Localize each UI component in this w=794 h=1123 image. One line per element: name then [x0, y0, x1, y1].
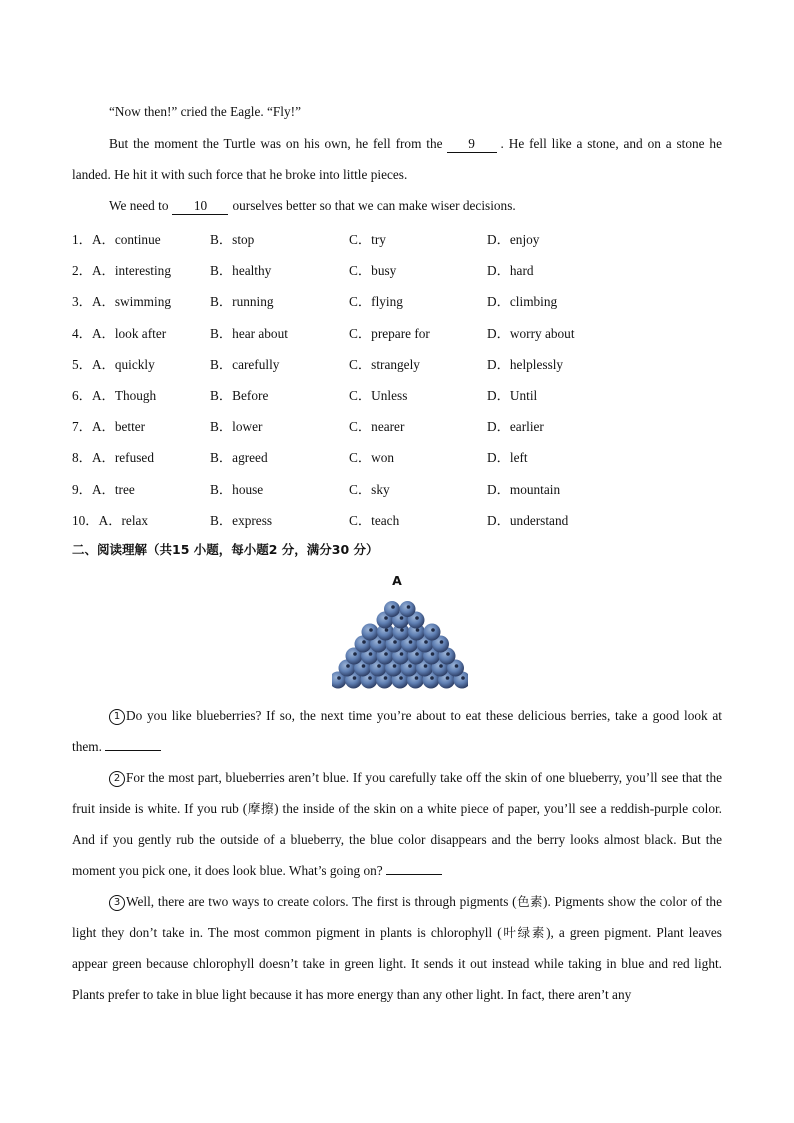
- option-row: [72, 221, 722, 252]
- chinese-gloss: 摩擦: [247, 801, 275, 816]
- option-a: 9．A．tree: [72, 481, 135, 497]
- blueberry: [384, 601, 400, 617]
- options-list: [72, 221, 722, 533]
- option-c: C．sky: [349, 481, 390, 497]
- option-d: D．left: [487, 450, 528, 466]
- blueberry-crown: [424, 640, 428, 644]
- option-a: 2．A．interesting: [72, 263, 171, 279]
- blueberry: [400, 601, 416, 617]
- paragraph-number: 1: [109, 709, 125, 725]
- blueberry-crown: [385, 628, 389, 632]
- paragraph-number: 2: [109, 771, 125, 787]
- blueberry-crown: [415, 652, 419, 656]
- option-d: D．earlier: [487, 419, 544, 435]
- blueberry-crown: [393, 664, 397, 668]
- paragraph-text: Do you like blueberries? If so, the next time you’re about to eat these delicious berries, take a good look at them.: [72, 708, 722, 754]
- option-c: C．teach: [349, 512, 400, 528]
- option-row: [72, 439, 722, 470]
- reading-passage: [72, 700, 722, 1010]
- option-c: C．try: [349, 232, 386, 247]
- option-b: B．healthy: [210, 263, 272, 279]
- blueberry-crown: [378, 640, 382, 644]
- paragraph-text: For the most part, blueberries aren’t blue. If you carefully take off the skin of one blueberry, you’ll see that the fruit inside is white. If you rub (: [72, 770, 722, 816]
- answer-blank: [105, 736, 161, 751]
- option-row: [72, 252, 722, 283]
- blueberry-crown: [384, 676, 388, 680]
- option-d: D．mountain: [487, 481, 561, 497]
- turtle-text-b: . He fell like a stone, and on a stone he landed. He hit it with such force that he broke into little pieces.: [72, 136, 722, 182]
- paragraph-text: ) the inside of the skin on a white piece of paper, you’ll see a reddish-purple color. And if you gently rub the outside of a blueberry, the blue color disappears and the berry looks almost black. But the moment you pick one, it does look blue. What’s going on?: [72, 801, 722, 878]
- chinese-gloss: 色素: [516, 894, 544, 909]
- chinese-gloss: 叶绿素: [501, 925, 547, 940]
- story-eagle-line: “Now then!” cried the Eagle. “Fly!”: [109, 104, 301, 119]
- option-b: B．house: [210, 481, 264, 497]
- blueberry-crown: [409, 640, 413, 644]
- option-b: B．Before: [210, 387, 269, 403]
- option-d: D．worry about: [487, 325, 575, 341]
- blueberry-crown: [439, 664, 443, 668]
- option-row: [72, 346, 722, 377]
- blueberry-crown: [393, 640, 397, 644]
- option-c: C．nearer: [349, 419, 405, 435]
- blueberry-crown: [400, 628, 404, 632]
- blueberry-crown: [368, 676, 372, 680]
- option-row: [72, 377, 722, 408]
- need-text-a: We need to: [109, 198, 169, 213]
- option-a: 7．A．better: [72, 419, 146, 435]
- option-a: 3．A．swimming: [72, 294, 171, 310]
- option-b: B．stop: [210, 232, 255, 247]
- reading-paragraph-1: [72, 700, 722, 762]
- option-d: D．climbing: [487, 294, 558, 310]
- blueberry-crown: [346, 664, 350, 668]
- blueberry-crown: [362, 640, 366, 644]
- story-turtle-paragraph: [72, 128, 722, 190]
- option-c: C．busy: [349, 263, 397, 279]
- section-title: 二、阅读理解（共15 小题，每小题2 分，满分30 分）: [72, 542, 379, 557]
- option-row: [72, 283, 722, 314]
- paragraph-text: ), a green pigment. Plant leaves appear green because chlorophyll doesn’t take in green light. It sends it out instead while taking in blue and red light. Plants prefer to take in blue light because it has more energy than any other light. In fact, there aren’t any: [72, 925, 722, 1002]
- blueberry-crown: [400, 616, 404, 620]
- blueberry-crown: [337, 676, 341, 680]
- blank-9: 9: [447, 136, 497, 153]
- blueberry-crown: [384, 652, 388, 656]
- blueberry-crown: [440, 640, 444, 644]
- blank-10: 10: [172, 198, 228, 215]
- option-a: 1．A．continue: [72, 232, 161, 247]
- blueberry-crown: [399, 676, 403, 680]
- blueberry-crown: [416, 628, 420, 632]
- option-c: C．flying: [349, 294, 403, 310]
- blueberry-crown: [424, 664, 428, 668]
- blueberry-crown: [391, 605, 395, 609]
- option-b: B．running: [210, 294, 274, 310]
- turtle-text-a: But the moment the Turtle was on his own, he fell from the: [109, 136, 443, 151]
- paragraph-text: ). Pigments show the color of the light they don’t take in. The most common pigment in plants is chlorophyll (: [72, 894, 722, 940]
- option-c: C．prepare for: [349, 325, 430, 341]
- option-b: B．express: [210, 512, 273, 528]
- blueberry-crown: [446, 652, 450, 656]
- story-conclusion: [72, 190, 722, 221]
- blueberry: [362, 624, 379, 641]
- reading-paragraph-2: [72, 762, 722, 886]
- option-row: [72, 315, 722, 346]
- blueberry-crown: [408, 664, 412, 668]
- option-b: B．hear about: [210, 325, 288, 341]
- option-a: 8．A．refused: [72, 450, 154, 466]
- blueberry-crown: [369, 652, 373, 656]
- option-d: D．understand: [487, 512, 569, 528]
- option-a: 6．A．Though: [72, 387, 157, 403]
- option-a: 4．A．look after: [72, 325, 167, 341]
- blueberry-crown: [384, 616, 388, 620]
- blueberry-crown: [431, 628, 435, 632]
- blueberry-crown: [431, 652, 435, 656]
- option-row: [72, 471, 722, 502]
- blueberry-crown: [446, 676, 450, 680]
- answer-blank: [386, 860, 442, 875]
- blueberry-crown: [369, 628, 373, 632]
- blueberry-crown: [415, 676, 419, 680]
- option-c: C．Unless: [349, 387, 408, 403]
- option-d: D．helplessly: [487, 356, 564, 372]
- blueberry-crown: [407, 605, 411, 609]
- option-d: D．Until: [487, 387, 538, 403]
- option-row: [72, 502, 722, 533]
- option-b: B．carefully: [210, 356, 280, 372]
- option-d: D．hard: [487, 263, 534, 279]
- blueberry-crown: [377, 664, 381, 668]
- reading-paragraph-3: [72, 886, 722, 1010]
- blueberry-crown: [415, 616, 419, 620]
- blueberry-crown: [362, 664, 366, 668]
- option-c: C．strangely: [349, 356, 420, 372]
- blueberry: [424, 624, 441, 641]
- option-b: B．lower: [210, 419, 263, 435]
- paragraph-text: Well, there are two ways to create colors. The first is through pigments (: [126, 894, 517, 909]
- option-a: 10．A．relax: [72, 512, 149, 528]
- option-row: [72, 408, 722, 439]
- option-b: B．agreed: [210, 450, 268, 466]
- blueberry-crown: [400, 652, 404, 656]
- option-c: C．won: [349, 450, 395, 466]
- option-d: D．enjoy: [487, 232, 540, 247]
- option-a: 5．A．quickly: [72, 356, 155, 372]
- blueberry-crown: [353, 652, 357, 656]
- blueberry-crown: [461, 676, 465, 680]
- blueberry-crown: [353, 676, 357, 680]
- blueberry-crown: [430, 676, 434, 680]
- paragraph-number: 3: [109, 895, 125, 911]
- blueberries-image: [332, 596, 468, 692]
- blueberry-crown: [455, 664, 459, 668]
- need-text-b: ourselves better so that we can make wiser decisions.: [232, 198, 516, 213]
- passage-label: A: [392, 573, 402, 588]
